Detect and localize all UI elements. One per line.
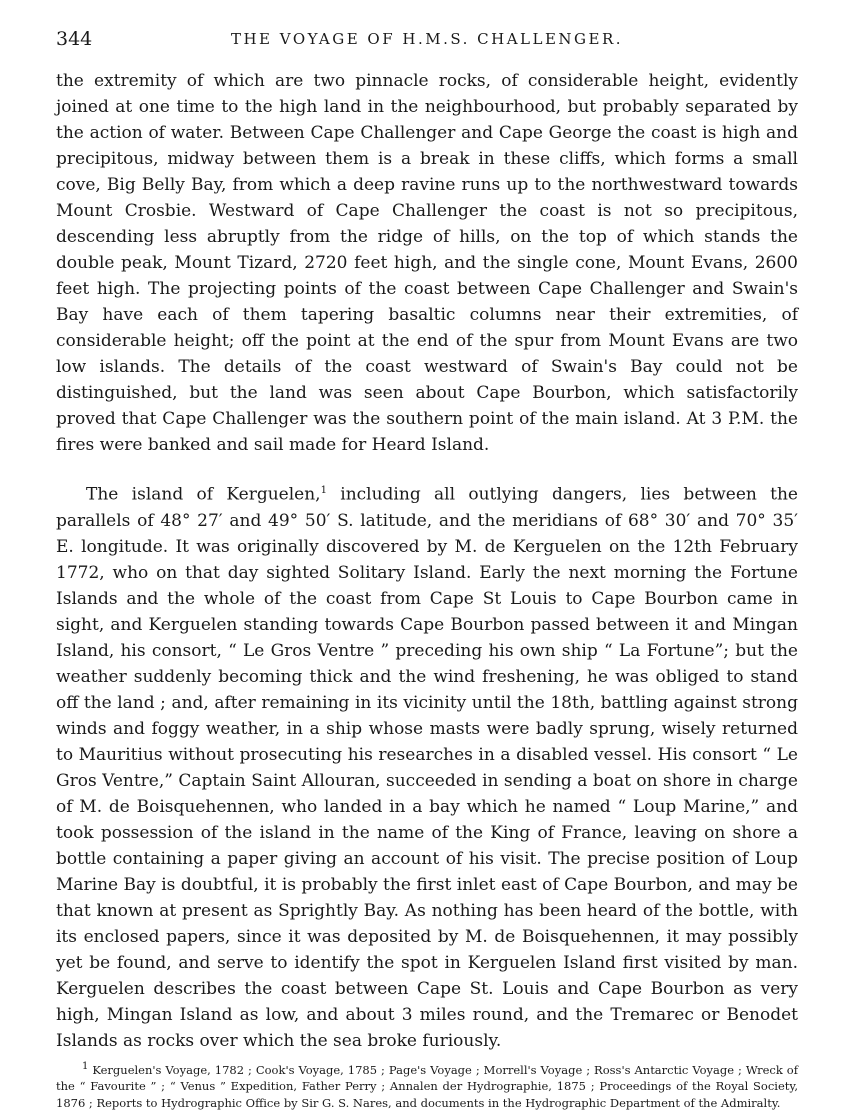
footnote-mark: 1 <box>82 1060 89 1072</box>
page <box>56 28 798 1112</box>
footnotes <box>56 1058 798 1112</box>
paragraph-lead: The island of Kerguelen, <box>86 484 321 505</box>
page-header <box>56 28 798 54</box>
paragraph-body: including all outlying dangers, lies between the parallels of 48° 27′ and 49° 50′ S. latitude, and the meridians of 68° 30′ and 70° 35′ E. longitude. It was originally discovered by M. de Kerguelen on the 12th February 1772, who on that day sighted Solitary Island. Early the next morning the Fortune Islands and the whole of the coast from Cape St Louis to Cape Bourbon came in sight, and Kerguelen standing towards Cape Bourbon passed between it and Mingan Island, his consort, “ Le Gros Ventre ” preceding his own ship “ La Fortune”; but the weather suddenly becoming thick and the wind freshening, he was obliged to stand off the land ; and, after remaining in its vicinity until the 18th, battling against strong winds and foggy weather, in a ship whose masts were badly sprung, wisely returned to Mauritius without prosecuting his researches in a disabled vessel. His consort “ Le Gros Ventre,” Captain Saint Allouran, succeeded in sending a boat on shore in charge of M. de Boisquehennen, who landed in a bay which he named “ Loup Marine,” and took possession of the island in the name of the King of France, leaving on shore a bottle containing a paper giving an account of his visit. The precise position of Loup Marine Bay is doubtful, it is probably the first inlet east of Cape Bourbon, and may be that known at present as Sprightly Bay. As nothing has been heard of the bottle, with its enclosed papers, since it was deposited by M. de Boisquehennen, it may possibly yet be found, and serve to identify the spot in Kerguelen Island first visited by man. Kerguelen describes the coast between Cape St. Louis and Cape Bourbon as very high, Mingan Island as low, and about 3 miles round, and the Tremarec or Benodet Islands as rocks over which the sea broke furiously. <box>56 484 798 1051</box>
paragraph-cape-challenger: the extremity of which are two pinnacle rocks, of considerable height, evidently joined at one time to the high land in the neighbourhood, but probably separated by the action of water. Between Cape Challenger and Cape George the coast is high and precipitous, midway between them is a break in these cliffs, which forms a small cove, Big Belly Bay, from which a deep ravine runs up to the northwestward towards Mount Crosbie. Westward of Cape Challenger the coast is not so precipitous, descending less abruptly from the ridge of hills, on the top of which stands the double peak, Mount Tizard, 2720 feet high, and the single cone, Mount Evans, 2600 feet high. The projecting points of the coast between Cape Challenger and Swain's Bay have each of them tapering basaltic columns near their extremities, of considerable height; off the point at the end of the spur from Mount Evans are two low islands. The details of the coast westward of Swain's Bay could not be distinguished, but the land was seen about Cape Bourbon, which satisfactorily proved that Cape Challenger was the southern point of the main island. At 3 P.M. the fires were banked and sail made for Heard Island. <box>56 71 798 455</box>
footnote-text: Kerguelen's Voyage, 1782 ; Cook's Voyage, 1785 ; Page's Voyage ; Morrell's Voyage ; Ross's Antarctic Voyage ; Wreck of the “ Favourite ” ; “ Venus ” Expedition, Father Perry ; Annalen der Hydrographie, 1875 ; Proceedings of the Royal Society, 1876 ; Reports to Hydrographic Office by Sir G. S. Nares, and documents in the Hydrographic Department of the Admiralty. <box>56 1062 798 1111</box>
footnote-reference: 1 <box>320 485 327 496</box>
running-head: THE VOYAGE OF H.M.S. CHALLENGER. <box>230 30 624 48</box>
footnote <box>56 1058 798 1112</box>
page-number: 344 <box>56 28 93 50</box>
paragraph-kerguelen <box>56 478 798 1054</box>
